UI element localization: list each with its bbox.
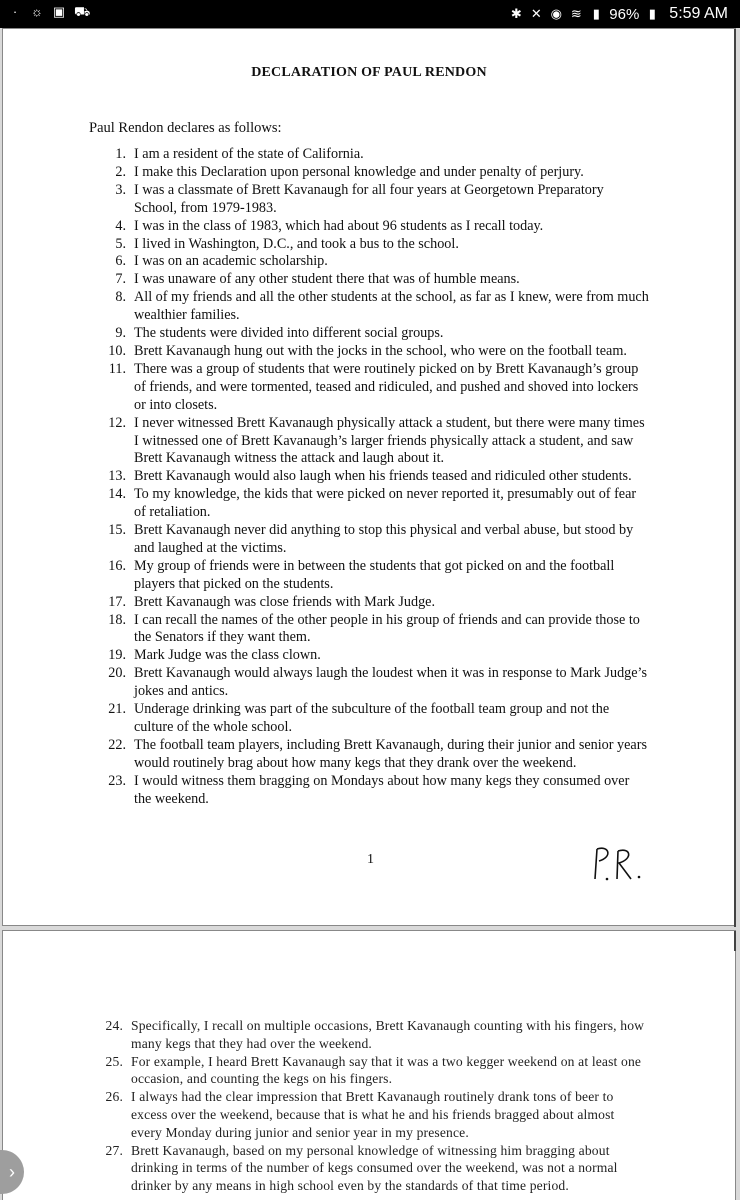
list-item [89,647,649,665]
item-text: I am a resident of the state of California. [134,146,364,162]
item-text: Specifically, I recall on multiple occasions, Brett Kavanaugh counting with his fingers, how many kegs that they had over the weekend. [131,1018,645,1051]
document-page-1 [2,28,736,926]
item-number: 9. [115,325,126,342]
item-text: The students were divided into different social groups. [134,325,444,342]
item-number: 2. [115,163,126,180]
item-number: 18. [108,611,126,628]
item-number: 3. [115,181,126,198]
item-number: 4. [115,217,126,234]
page-edge [734,29,736,927]
item-number: 23. [108,772,126,789]
list-item [89,146,649,164]
signature-initials [587,839,647,889]
list-item [86,1017,646,1053]
list-item [86,1053,646,1089]
list-item [89,737,649,773]
list-item [89,558,649,594]
item-number: 1. [115,146,126,162]
item-number: 8. [115,289,126,306]
declaration-list-page-1 [89,146,649,809]
item-number: 15. [108,522,126,539]
wifi-icon: ≋ [570,6,582,21]
list-item [89,594,649,612]
item-number: 22. [108,736,126,753]
list-item [86,1142,646,1195]
list-item [89,468,649,486]
signal-icon: ▮ [592,6,600,21]
item-text: To my knowledge, the kids that were picked on never reported it, presumably out of fear of retaliation. [134,486,637,521]
dot-icon: · [12,4,18,19]
item-text: I was on an academic scholarship. [134,253,328,270]
item-text: I was in the class of 1983, which had about 96 students as I recall today. [134,217,544,234]
item-number: 7. [115,271,126,288]
item-number: 25. [105,1053,123,1069]
list-item [89,343,649,361]
item-text: My group of friends were in between the students that got picked on and the football players that picked on the students. [134,557,615,592]
item-text: The football team players, including Brett Kavanaugh, during their junior and senior years would routinely brag about how many kegs that they drank over the weekend. [134,736,647,771]
battery-icon: ▮ [648,6,656,21]
item-number: 27. [105,1142,123,1158]
item-text: Brett Kavanaugh, based on my personal knowledge of witnessing him bragging about drinking in terms of the number of kegs consumed over the weekend, was not a normal drinker by any means in high school even by the standards of that time period. [131,1142,618,1194]
item-text: I can recall the names of the other people in his group of friends and can provide those to the Senators if they want them. [134,611,640,646]
item-number: 10. [108,342,126,359]
list-item [89,773,649,809]
list-item [89,612,649,648]
list-item [89,486,649,522]
item-text: Underage drinking was part of the subculture of the football team group and not the culture of the whole school. [134,701,610,735]
page-number: 1 [367,852,374,867]
item-text: Brett Kavanaugh was close friends with Mark Judge. [134,593,436,610]
bluetooth-icon: ✱ [510,6,522,21]
list-item [86,1088,646,1141]
item-number: 16. [108,557,126,574]
item-number: 11. [108,360,126,377]
item-text: Mark Judge was the class clown. [134,647,321,664]
item-text: Brett Kavanaugh hung out with the jocks in the school, who were on the football team. [134,342,627,359]
document-title: DECLARATION OF PAUL RENDON [251,65,487,80]
list-item [89,164,649,182]
list-item [89,289,649,325]
item-number: 26. [105,1089,123,1105]
item-number: 14. [108,486,126,503]
item-number: 13. [108,468,126,485]
list-item [89,415,649,469]
item-text: I always had the clear impression that Brett Kavanaugh routinely drank tons of beer to excess over the weekend, because that is what he and his friends bragged about almost every Monday during junior and senior year in my presence. [131,1089,615,1140]
battery-percent: 96% [609,5,640,23]
list-item [89,325,649,343]
item-text: I lived in Washington, D.C., and took a bus to the school. [134,235,459,252]
page-edge [734,931,736,951]
item-text: I was unaware of any other student there that was of humble means. [134,271,520,288]
intro-text: Paul Rendon declares as follows: [89,120,282,136]
item-text: I make this Declaration upon personal knowledge and under penalty of perjury. [134,163,584,180]
item-number: 5. [115,235,126,252]
item-number: 20. [108,665,126,682]
item-number: 19. [108,647,126,664]
gallery-icon: ▣ [52,4,66,19]
list-item [89,253,649,271]
list-item [89,271,649,289]
list-item [89,182,649,218]
item-text: Brett Kavanaugh would always laugh the loudest when it was in response to Mark Judge’s jokes and antics. [134,665,648,700]
list-item [89,361,649,415]
car-icon: ⛟ [74,4,91,19]
edge-panel-handle[interactable]: › [0,1150,24,1194]
item-text: All of my friends and all the other students at the school, as far as I knew, were from much wealthier families. [134,289,649,324]
item-text: I was a classmate of Brett Kavanaugh for all four years at Georgetown Preparatory School, from 1979-1983. [134,181,604,216]
item-number: 21. [108,701,126,718]
item-number: 17. [108,593,126,610]
item-number: 12. [108,414,126,431]
item-text: I would witness them bragging on Mondays about how many kegs they consumed over the weekend. [134,772,630,807]
item-text: For example, I heard Brett Kavanaugh say that it was a two kegger weekend on at least one occasion, and counting the kegs on his fingers. [131,1053,642,1087]
list-item [89,218,649,236]
item-text: There was a group of students that were routinely picked on by Brett Kavanaugh’s group of friends, and were tormented, teased and ridiculed, and pushed and shoved into lockers or into closets. [134,360,639,413]
clock: 5:59 AM [669,5,728,22]
declaration-list-page-2 [86,1017,646,1195]
status-bar [0,0,740,28]
list-item [89,236,649,254]
list-item [89,522,649,558]
item-text: Brett Kavanaugh would also laugh when his friends teased and ridiculed other students. [134,468,632,485]
item-text: Brett Kavanaugh never did anything to stop this physical and verbal abuse, but stood by and laughed at the victims. [134,522,634,556]
brightness-icon: ☼ [31,4,43,19]
mute-icon: ✕ [530,6,542,21]
alarm-icon: ◉ [550,6,562,21]
list-item [89,701,649,737]
list-item [89,665,649,701]
item-number: 24. [105,1018,123,1033]
item-text: I never witnessed Brett Kavanaugh physically attack a student, but there were many times I witnessed one of Brett Kavanaugh’s larger friends physically attack a student, and saw Brett Kavanaugh witness the attack and laugh about it. [134,414,645,467]
item-number: 6. [115,253,126,270]
